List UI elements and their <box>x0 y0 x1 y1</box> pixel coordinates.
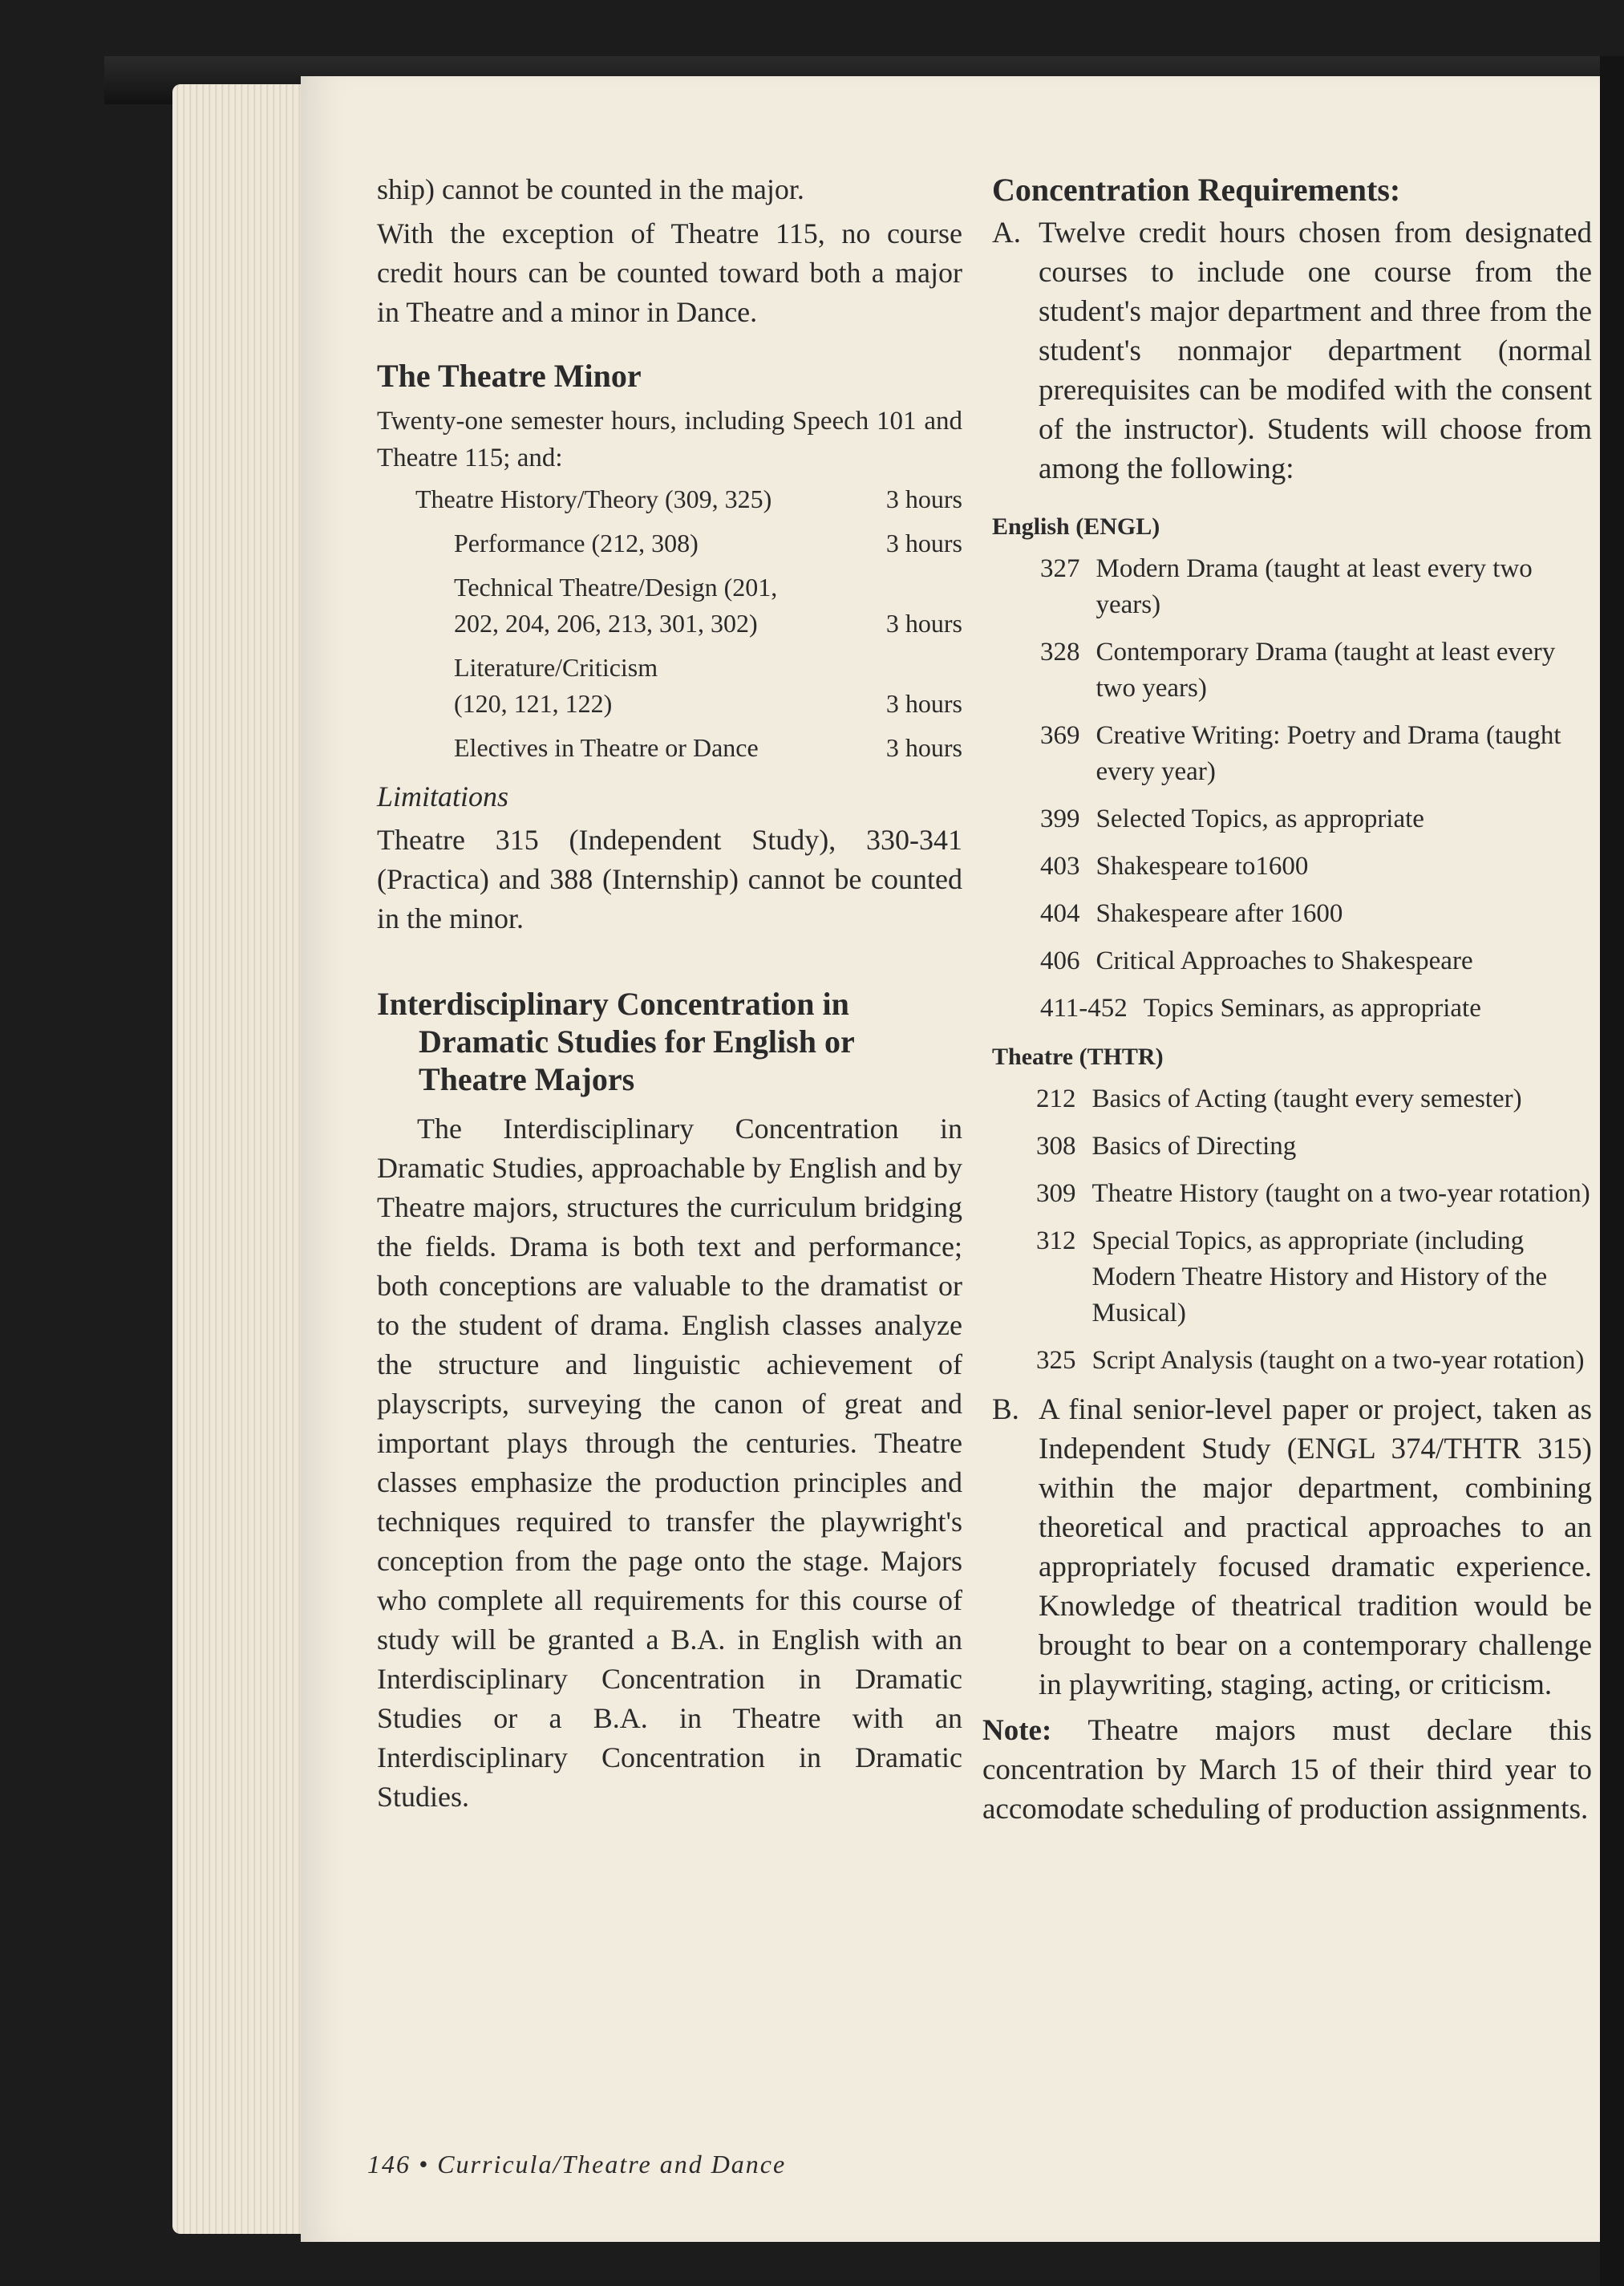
requirement-hours: 3 hours <box>885 733 962 762</box>
course-title: Script Analysis (taught on a two-year rotation) <box>1091 1346 1585 1375</box>
course-item <box>1040 849 1592 885</box>
course-title: Critical Approaches to Shakespeare <box>1095 946 1473 975</box>
note-text: Theatre majors must declare this concentration by March 15 of their third year to accomodate scheduling of production assignments. <box>982 1714 1592 1826</box>
concentration-requirements-heading: Concentration Requirements: <box>992 172 1401 208</box>
requirement-hours: 3 hours <box>885 689 962 718</box>
requirement-label: Literature/Criticism (120, 121, 122) <box>454 653 658 718</box>
theatre-heading: Theatre (THTR) <box>992 1044 1164 1070</box>
english-heading: English (ENGL) <box>992 513 1160 540</box>
course-title: Modern Drama (taught at least every two years) <box>1095 554 1533 619</box>
english-course-list <box>992 551 1592 1027</box>
course-number: 212 <box>1036 1084 1076 1113</box>
course-item <box>1036 1176 1592 1212</box>
requirement-label: Electives in Theatre or Dance <box>454 733 759 762</box>
course-number: 404 <box>1040 899 1080 928</box>
right-column <box>982 170 1592 1829</box>
course-number: 327 <box>1040 554 1080 583</box>
course-number: 369 <box>1040 721 1080 750</box>
requirement-a-marker: A. <box>992 217 1021 249</box>
course-title: Basics of Directing <box>1091 1132 1297 1161</box>
page-stack-edges <box>172 84 313 2234</box>
course-item <box>1040 634 1592 707</box>
course-title: Theatre History (taught on a two-year rotation) <box>1091 1179 1590 1208</box>
course-number: 325 <box>1036 1346 1076 1375</box>
course-item <box>1040 896 1592 932</box>
limitations-heading: Limitations <box>377 780 509 813</box>
paragraph-exception: With the exception of Theatre 115, no course credit hours can be counted toward both a major in Theatre and a minor in Dance. <box>377 217 962 328</box>
course-number: 308 <box>1036 1132 1076 1161</box>
requirement-row <box>454 525 962 569</box>
minor-requirements <box>377 481 962 766</box>
theatre-course-list <box>992 1081 1592 1379</box>
course-item <box>1040 551 1592 623</box>
left-column <box>377 170 962 1817</box>
course-number: 399 <box>1040 805 1080 833</box>
course-title: Shakespeare after 1600 <box>1095 899 1343 928</box>
requirements-table-indented <box>454 525 962 766</box>
note-paragraph <box>982 1711 1592 1829</box>
course-title: Contemporary Drama (taught at least every two years) <box>1095 638 1556 703</box>
binder-right-edge <box>1600 56 1624 2286</box>
course-number: 309 <box>1036 1179 1076 1208</box>
course-title: Basics of Acting (taught every semester) <box>1091 1084 1522 1113</box>
requirement-label: Technical Theatre/Design (201, 202, 204, 206, 213, 301, 302) <box>454 573 778 638</box>
requirement-row <box>454 569 962 650</box>
requirement-b-marker: B. <box>992 1393 1019 1426</box>
course-item <box>1036 1223 1592 1331</box>
course-number: 403 <box>1040 852 1080 881</box>
course-item <box>1040 718 1592 790</box>
course-number: 312 <box>1036 1226 1076 1255</box>
requirement-row <box>415 481 962 517</box>
course-item <box>1040 943 1592 979</box>
requirement-hours: 3 hours <box>885 484 962 513</box>
course-item <box>1036 1081 1592 1117</box>
minor-intro: Twenty-one semester hours, including Speech 101 and Theatre 115; and: <box>377 407 962 472</box>
requirement-label: Performance (212, 308) <box>454 529 699 557</box>
course-item <box>1040 991 1592 1027</box>
requirement-a-text: Twelve credit hours chosen from designated courses to include one course from the student's major department and three from the student's nonmajor department (normal prerequisites can be modifed with the consent of the instructor). Students will choose from among the following: <box>1039 217 1592 485</box>
concentration-description: The Interdisciplinary Concentration in Dramatic Studies, approachable by English and by Theatre majors, structures the curriculum bridging the fields. Drama is both text and performance; both conceptions are valuable to the dramatist or to the student of drama. English classes analyze the structure and linguistic achievement of playscripts, surveying the canon of great and important plays through the centuries. Theatre classes emphasize the production principles and techniques required to transfer the playwright's conception from the page onto the stage. Majors who complete all requirements for this course of study will be granted a B.A. in English with an Interdisciplinary Concentration in Dramatic Studies or a B.A. in Theatre with an Interdisciplinary Concentration in Dramatic Studies. <box>377 1113 962 1813</box>
requirement-a <box>992 213 1592 488</box>
requirement-hours: 3 hours <box>885 529 962 557</box>
theatre-minor-heading: The Theatre Minor <box>377 358 642 394</box>
course-item <box>1036 1129 1592 1165</box>
course-title: Creative Writing: Poetry and Drama (taught every year) <box>1095 721 1561 786</box>
course-title: Topics Seminars, as appropriate <box>1143 994 1481 1023</box>
paragraph-continuation: ship) cannot be counted in the major. <box>377 173 804 205</box>
page-footer: 146 • Curricula/Theatre and Dance <box>367 2150 787 2179</box>
requirement-b-text: A final senior-level paper or project, taken as Independent Study (ENGL 374/THTR 315) within the major department, combining theoretical and practical approaches to an appropriately focused dramatic experience. Knowledge of theatrical tradition would be brought to bear on a contemporary challenge in playwriting, staging, acting, or criticism. <box>1039 1393 1592 1701</box>
requirement-hours: 3 hours <box>885 609 962 638</box>
course-number: 406 <box>1040 946 1080 975</box>
course-item <box>1040 801 1592 837</box>
limitations-text: Theatre 315 (Independent Study), 330-341 (Practica) and 388 (Internship) cannot be counted in the minor. <box>377 824 962 934</box>
course-number: 328 <box>1040 638 1080 667</box>
requirement-b <box>992 1390 1592 1704</box>
course-title: Special Topics, as appropriate (including Modern Theatre History and History of the Musical) <box>1091 1226 1548 1327</box>
concentration-heading: Interdisciplinary Concentration in Dramatic Studies for English or Theatre Majors <box>377 986 854 1097</box>
note-label: Note: <box>982 1714 1052 1747</box>
course-item <box>1036 1343 1592 1379</box>
course-title: Shakespeare to1600 <box>1095 852 1309 881</box>
course-title: Selected Topics, as appropriate <box>1095 805 1424 833</box>
requirement-row <box>454 730 962 766</box>
requirement-row <box>454 650 962 730</box>
requirement-label: Theatre History/Theory (309, 325) <box>415 484 772 513</box>
requirements-table <box>415 481 962 517</box>
course-number: 411-452 <box>1040 994 1128 1023</box>
